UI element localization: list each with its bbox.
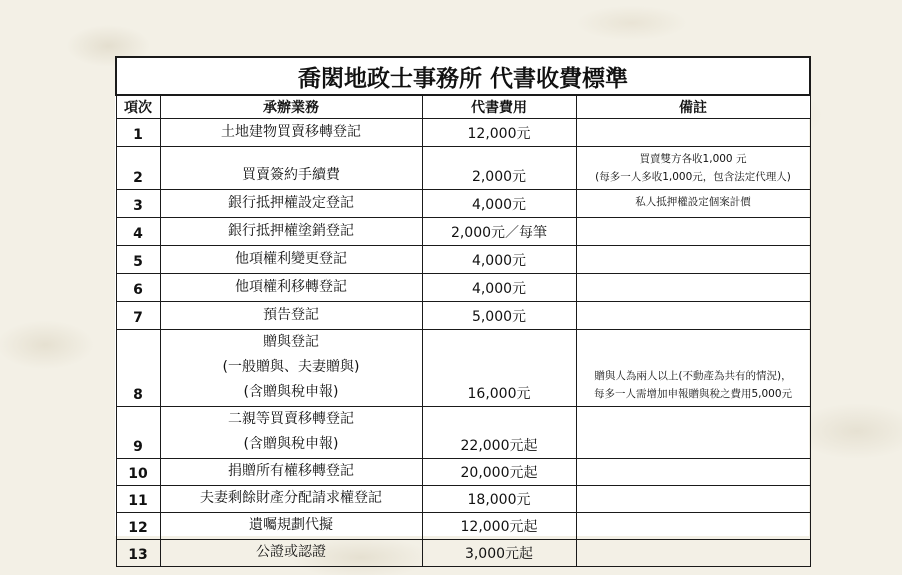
row-fee: 4,000元 (422, 190, 576, 218)
row-note (576, 540, 810, 567)
service-line: 贈與登記 (263, 334, 319, 350)
table-row (116, 540, 810, 567)
row-service (160, 486, 422, 513)
row-index: 9 (116, 407, 160, 459)
row-service (160, 119, 422, 147)
row-index: 12 (116, 513, 160, 540)
service-line: 買賣簽約手續費 (242, 167, 340, 183)
row-fee: 2,000元／每筆 (422, 218, 576, 246)
row-service (160, 407, 422, 459)
service-line: 他項權利變更登記 (235, 251, 347, 267)
note-line: 買賣雙方各收1,000 元 (639, 153, 747, 165)
header-service: 承辦業務 (160, 95, 422, 119)
row-service (160, 147, 422, 190)
table-row (116, 218, 810, 246)
row-index: 13 (116, 540, 160, 567)
table-row (116, 119, 810, 147)
row-fee: 12,000元 (422, 119, 576, 147)
note-line: 每多一人需增加申報贈與稅之費用5,000元 (593, 388, 793, 400)
page-title: 喬閎地政士事務所 代書收費標準 (116, 57, 810, 95)
header-index: 項次 (116, 95, 160, 119)
row-index: 4 (116, 218, 160, 246)
row-note (576, 513, 810, 540)
row-service (160, 274, 422, 302)
table-row (116, 330, 810, 407)
row-index: 6 (116, 274, 160, 302)
note-line: (每多一人多收1,000元，包含法定代理人) (595, 171, 791, 183)
row-fee: 16,000元 (422, 330, 576, 407)
row-fee: 3,000元起 (422, 540, 576, 567)
table-row (116, 147, 810, 190)
note-line: 贈與人為兩人以上(不動產為共有的情況)， (594, 370, 792, 382)
service-line: 銀行抵押權塗銷登記 (228, 223, 354, 239)
table-row (116, 407, 810, 459)
row-service (160, 302, 422, 330)
row-index: 8 (116, 330, 160, 407)
fee-table (115, 56, 811, 567)
table-row (116, 246, 810, 274)
row-note (576, 486, 810, 513)
row-fee: 22,000元起 (422, 407, 576, 459)
service-line: 捐贈所有權移轉登記 (228, 463, 354, 479)
service-line: 預告登記 (263, 307, 319, 323)
row-fee: 18,000元 (422, 486, 576, 513)
table-row (116, 486, 810, 513)
row-service (160, 218, 422, 246)
table-row (116, 190, 810, 218)
row-fee: 5,000元 (422, 302, 576, 330)
header-note: 備註 (576, 95, 810, 119)
note-line: 私人抵押權設定個案計價 (635, 196, 751, 208)
row-fee: 4,000元 (422, 246, 576, 274)
row-note (576, 459, 810, 486)
table-row (116, 302, 810, 330)
row-note (576, 274, 810, 302)
row-fee: 12,000元起 (422, 513, 576, 540)
row-note (576, 147, 810, 190)
row-fee: 20,000元起 (422, 459, 576, 486)
row-index: 11 (116, 486, 160, 513)
row-service (160, 540, 422, 567)
row-note (576, 218, 810, 246)
service-line: (含贈與稅申報) (243, 384, 339, 400)
service-line: 二親等買賣移轉登記 (228, 411, 354, 427)
fee-schedule-sheet (115, 56, 809, 563)
table-header-row (116, 95, 810, 119)
table-row (116, 459, 810, 486)
row-service (160, 513, 422, 540)
service-line: (一般贈與、夫妻贈與) (222, 359, 360, 375)
row-note (576, 190, 810, 218)
row-note (576, 119, 810, 147)
row-fee: 4,000元 (422, 274, 576, 302)
row-index: 1 (116, 119, 160, 147)
service-line: 遺囑規劃代擬 (249, 517, 333, 533)
service-line: (含贈與稅申報) (243, 436, 339, 452)
row-note (576, 330, 810, 407)
row-index: 7 (116, 302, 160, 330)
table-row (116, 513, 810, 540)
service-line: 銀行抵押權設定登記 (228, 195, 354, 211)
service-line: 夫妻剩餘財產分配請求權登記 (200, 490, 382, 506)
header-fee: 代書費用 (422, 95, 576, 119)
row-note (576, 246, 810, 274)
table-row (116, 274, 810, 302)
service-line: 公證或認證 (256, 544, 326, 560)
row-index: 3 (116, 190, 160, 218)
row-fee: 2,000元 (422, 147, 576, 190)
service-line: 土地建物買賣移轉登記 (221, 124, 361, 140)
row-service (160, 246, 422, 274)
row-index: 5 (116, 246, 160, 274)
row-note (576, 302, 810, 330)
row-index: 2 (116, 147, 160, 190)
row-service (160, 190, 422, 218)
row-note (576, 407, 810, 459)
row-service (160, 459, 422, 486)
row-index: 10 (116, 459, 160, 486)
row-service (160, 330, 422, 407)
service-line: 他項權利移轉登記 (235, 279, 347, 295)
